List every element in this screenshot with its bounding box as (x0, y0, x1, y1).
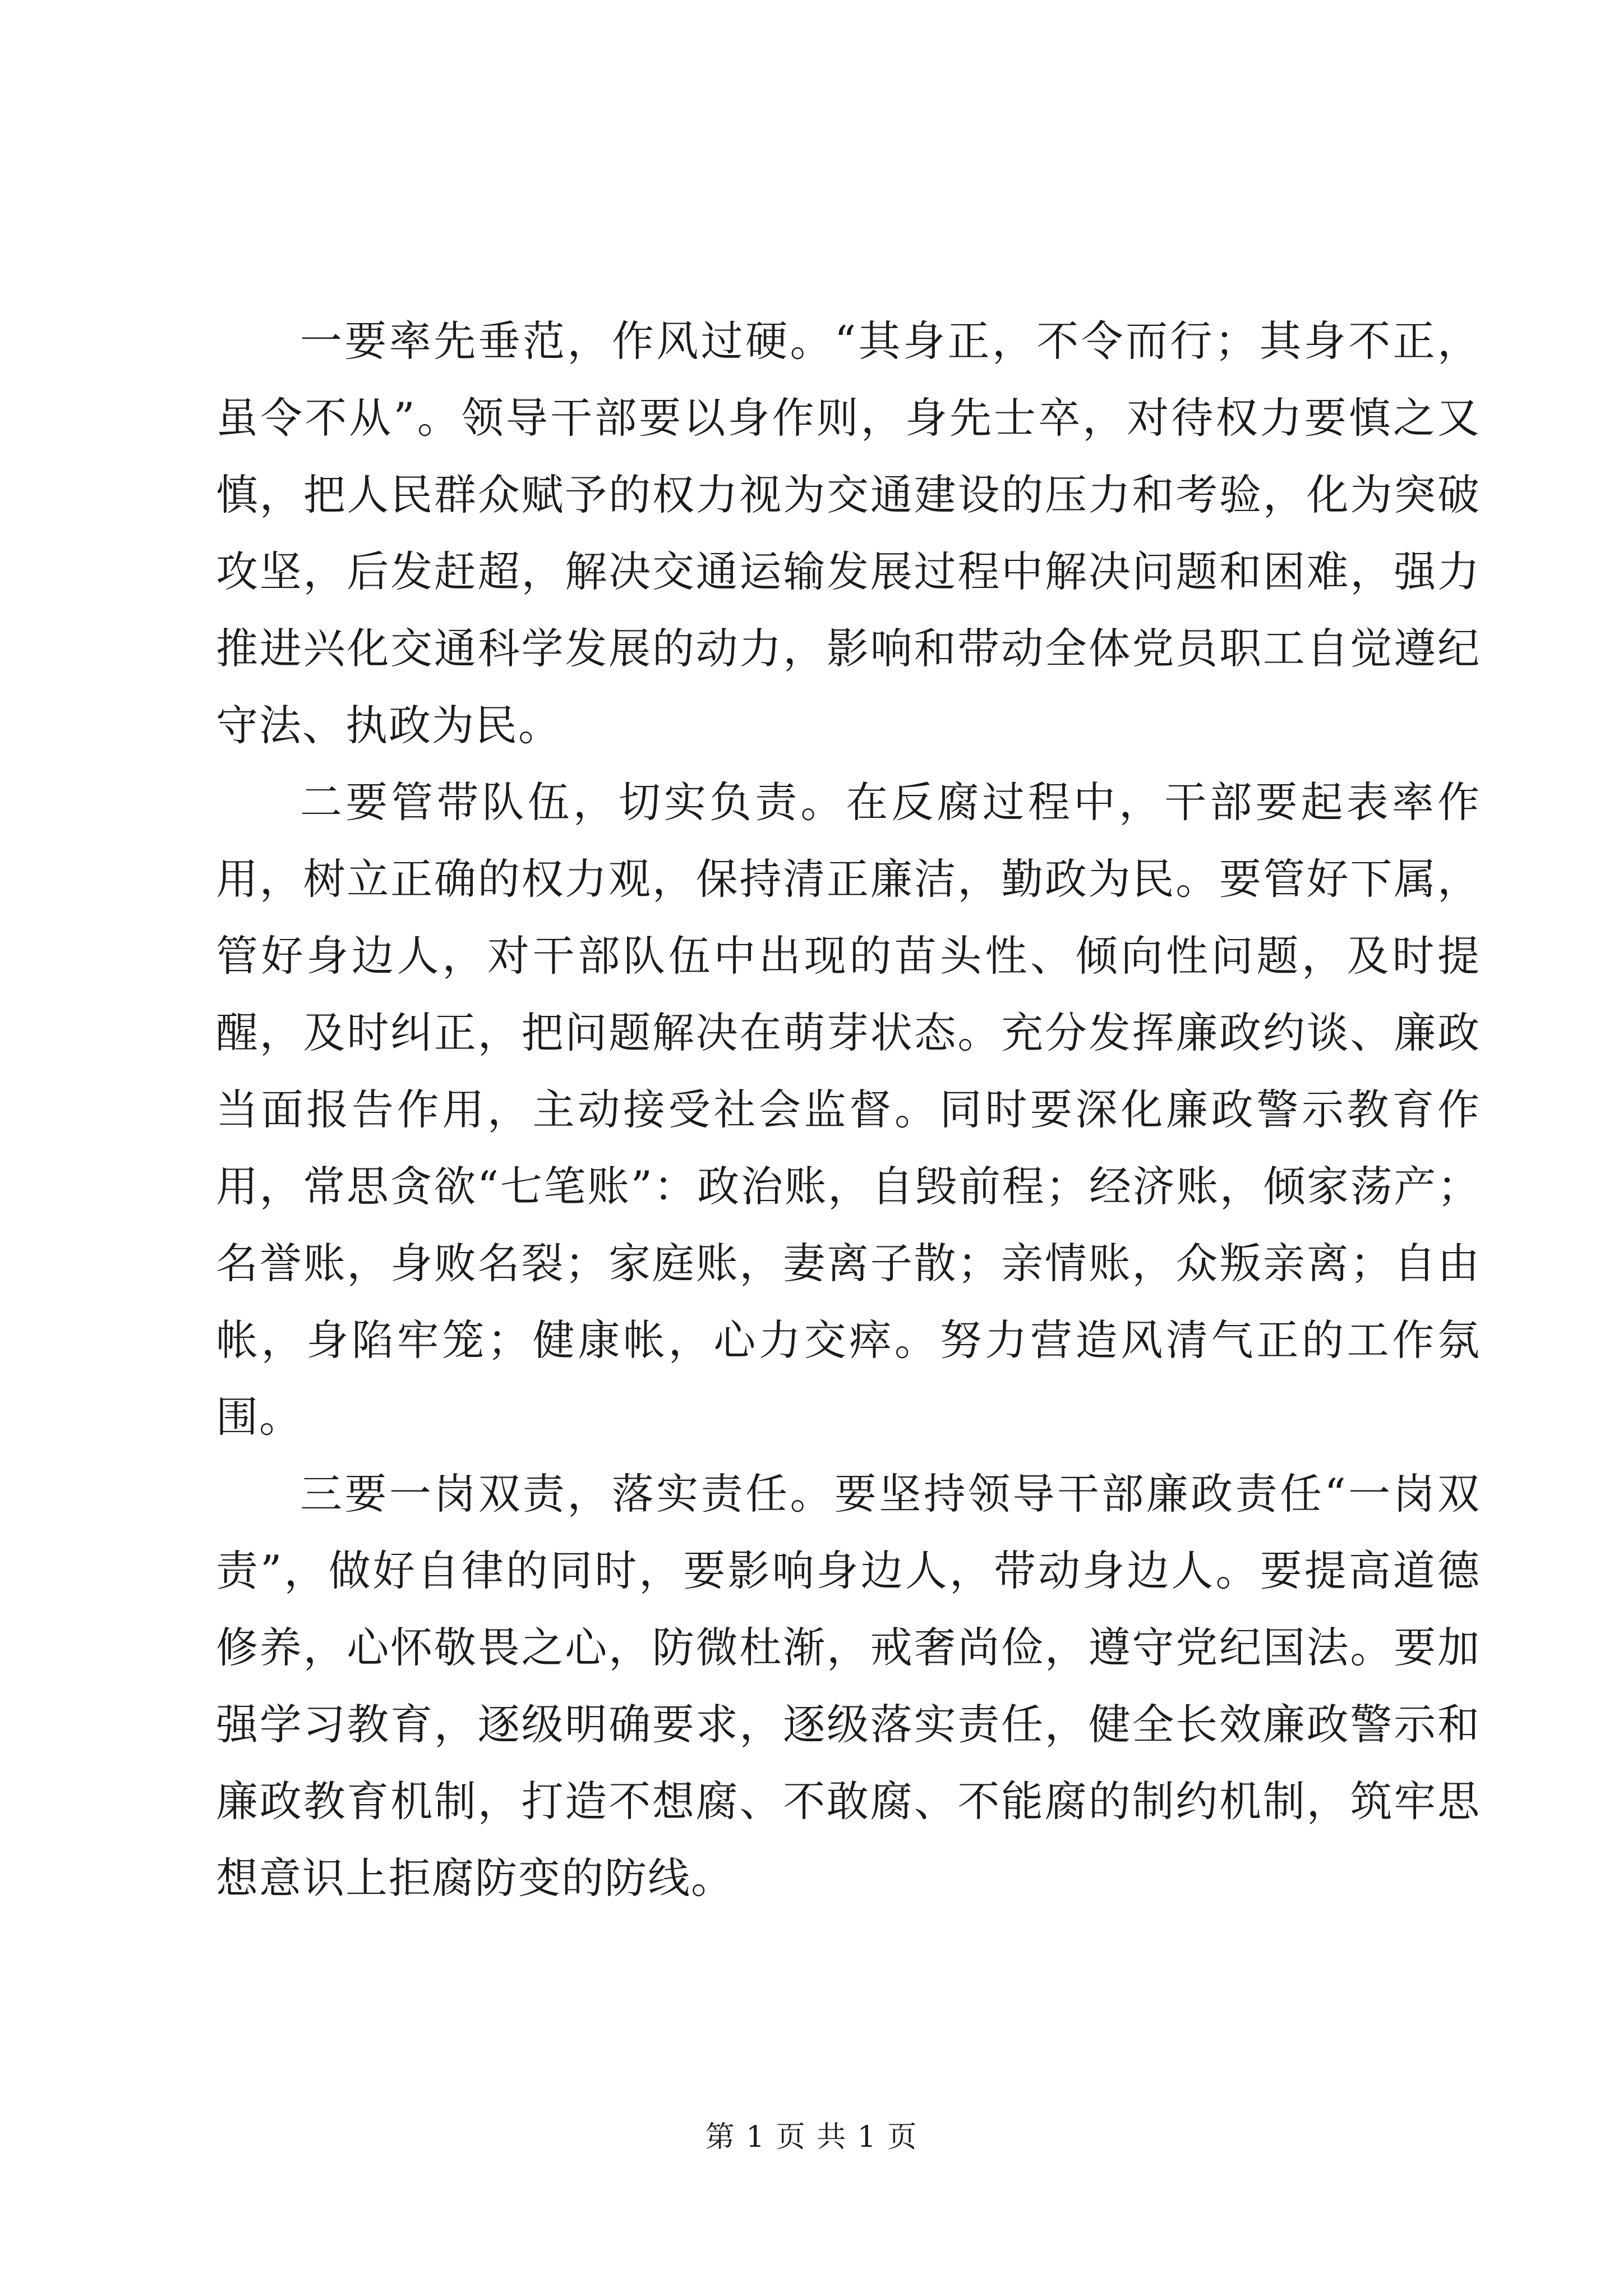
page-number-footer: 第 1 页 共 1 页 (705, 2120, 918, 2154)
paragraph-2: 二要管带队伍，切实负责。在反腐过程中，干部要起表率作用，树立正确的权力观，保持清正廉洁，勤政为民。要管好下属，管好身边人，对干部队伍中出现的苗头性、倾向性问题，及时提醒，及时纠正，把问题解决在萌芽状态。充分发挥廉政约谈、廉政当面报告作用，主动接受社会监督。同时要深化廉政警示教育作用，常思贪欲“七笔账”：政治账，自毁前程；经济账，倾家荡产；名誉账，身败名裂；家庭账，妻离子散；亲情账，众叛亲离；自由帐，身陷牢笼；健康帐，心力交瘁。努力营造风清气正的工作氛围。 (216, 777, 1481, 1442)
document-body (216, 303, 1481, 1917)
paragraph-3: 三要一岗双责，落实责任。要坚持领导干部廉政责任“一岗双责”，做好自律的同时，要影响身边人，带动身边人。要提高道德修养，心怀敬畏之心，防微杜渐，戒奢尚俭，遵守党纪国法。要加强学习教育，逐级明确要求，逐级落实责任，健全长效廉政警示和廉政教育机制，打造不想腐、不敢腐、不能腐的制约机制，筑牢思想意识上拒腐防变的防线。 (216, 1469, 1481, 1903)
paragraph-1: 一要率先垂范，作风过硬。“其身正，不令而行；其身不正，虽令不从”。领导干部要以身作则，身先士卒，对待权力要慎之又慎，把人民群众赋予的权力视为交通建设的压力和考验，化为突破攻坚，后发赶超，解决交通运输发展过程中解决问题和困难，强力推进兴化交通科学发展的动力，影响和带动全体党员职工自觉遵纪守法、执政为民。 (216, 316, 1481, 750)
